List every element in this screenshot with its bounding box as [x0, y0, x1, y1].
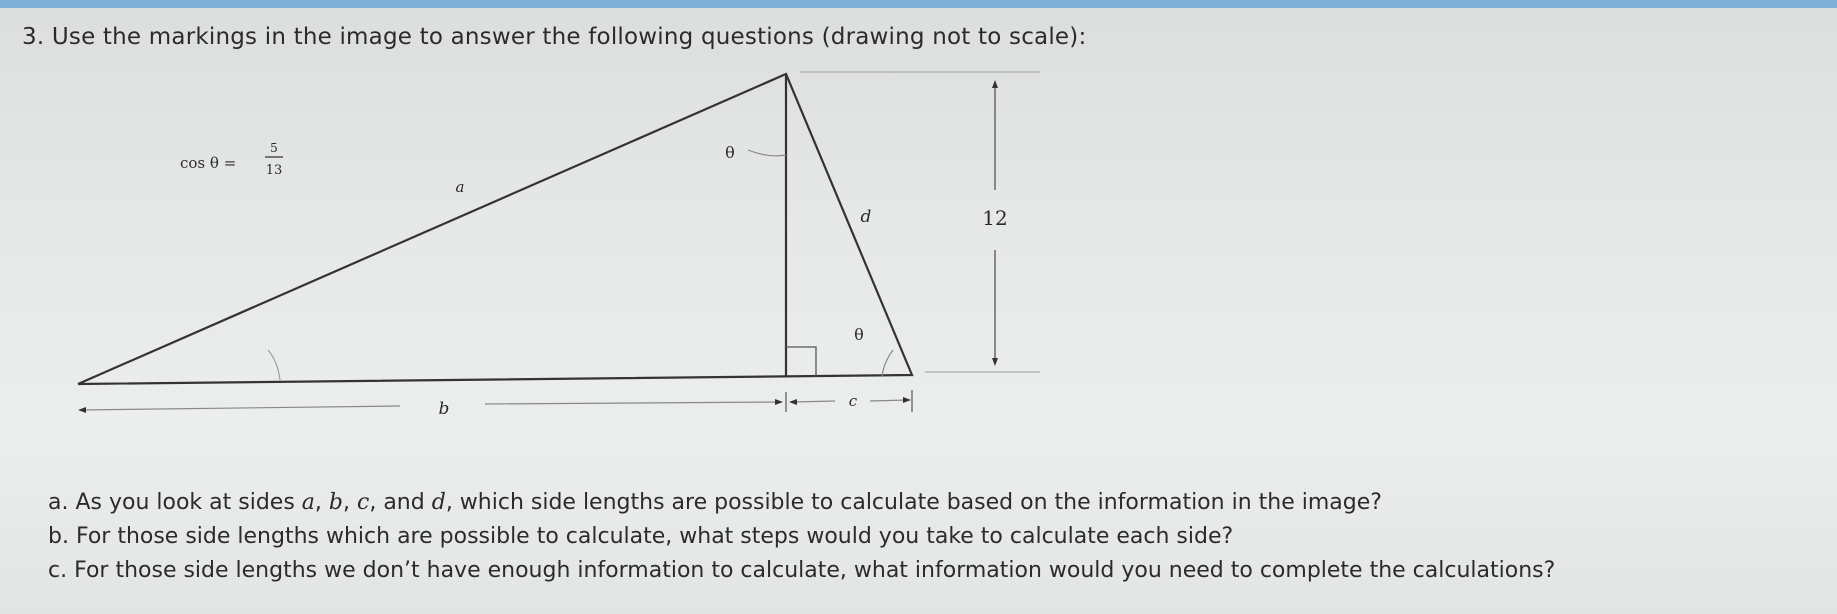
- var-b: b: [328, 490, 344, 515]
- subquestion-a-prefix: a. As you look at sides: [48, 490, 302, 515]
- var-a: a: [301, 490, 315, 515]
- b-arrow-right: [775, 399, 783, 405]
- bottom-angle-arc: [882, 350, 893, 376]
- subquestion-a-suffix: , which side lengths are possible to calculate based on the information in the image?: [445, 490, 1382, 515]
- b-arrow-left: [78, 407, 86, 413]
- var-c: c: [357, 490, 370, 515]
- b-dimension-left: [80, 406, 400, 410]
- height-arrow-top: [992, 80, 998, 88]
- sep-3: , and: [369, 490, 432, 515]
- c-dimension-left: [792, 401, 835, 402]
- cos-label: cos θ =: [180, 154, 237, 172]
- side-d-label: d: [860, 207, 872, 227]
- right-angle-marker: [786, 347, 816, 377]
- c-arrow-right: [903, 397, 911, 403]
- cos-denominator: 13: [265, 163, 283, 178]
- left-angle-arc: [268, 350, 280, 380]
- subquestion-c: c. For those side lengths we don’t have enough information to calculate, what information would you need to complete the calculations?: [48, 558, 1556, 583]
- height-arrow-bottom: [992, 358, 998, 366]
- subquestion-a: [48, 490, 1382, 515]
- sep-2: ,: [343, 490, 358, 515]
- theta-top-label: θ: [725, 143, 735, 162]
- top-angle-arc: [748, 150, 786, 156]
- subquestion-b: b. For those side lengths which are possible to calculate, what steps would you take to calculate each side?: [48, 524, 1234, 549]
- b-dimension-right: [485, 402, 780, 404]
- sep-1: ,: [314, 490, 329, 515]
- side-c-label: c: [848, 392, 858, 410]
- c-arrow-left: [789, 399, 797, 405]
- side-b-label: b: [438, 399, 450, 419]
- var-d: d: [431, 490, 446, 515]
- side-a-label: a: [455, 178, 465, 196]
- c-dimension-right: [870, 400, 908, 401]
- question-prompt: 3. Use the markings in the image to answer the following questions (drawing not to scale):: [22, 24, 1087, 50]
- cos-numerator: 5: [270, 141, 278, 155]
- theta-bottom-label: θ: [854, 325, 864, 344]
- height-label: 12: [982, 206, 1008, 230]
